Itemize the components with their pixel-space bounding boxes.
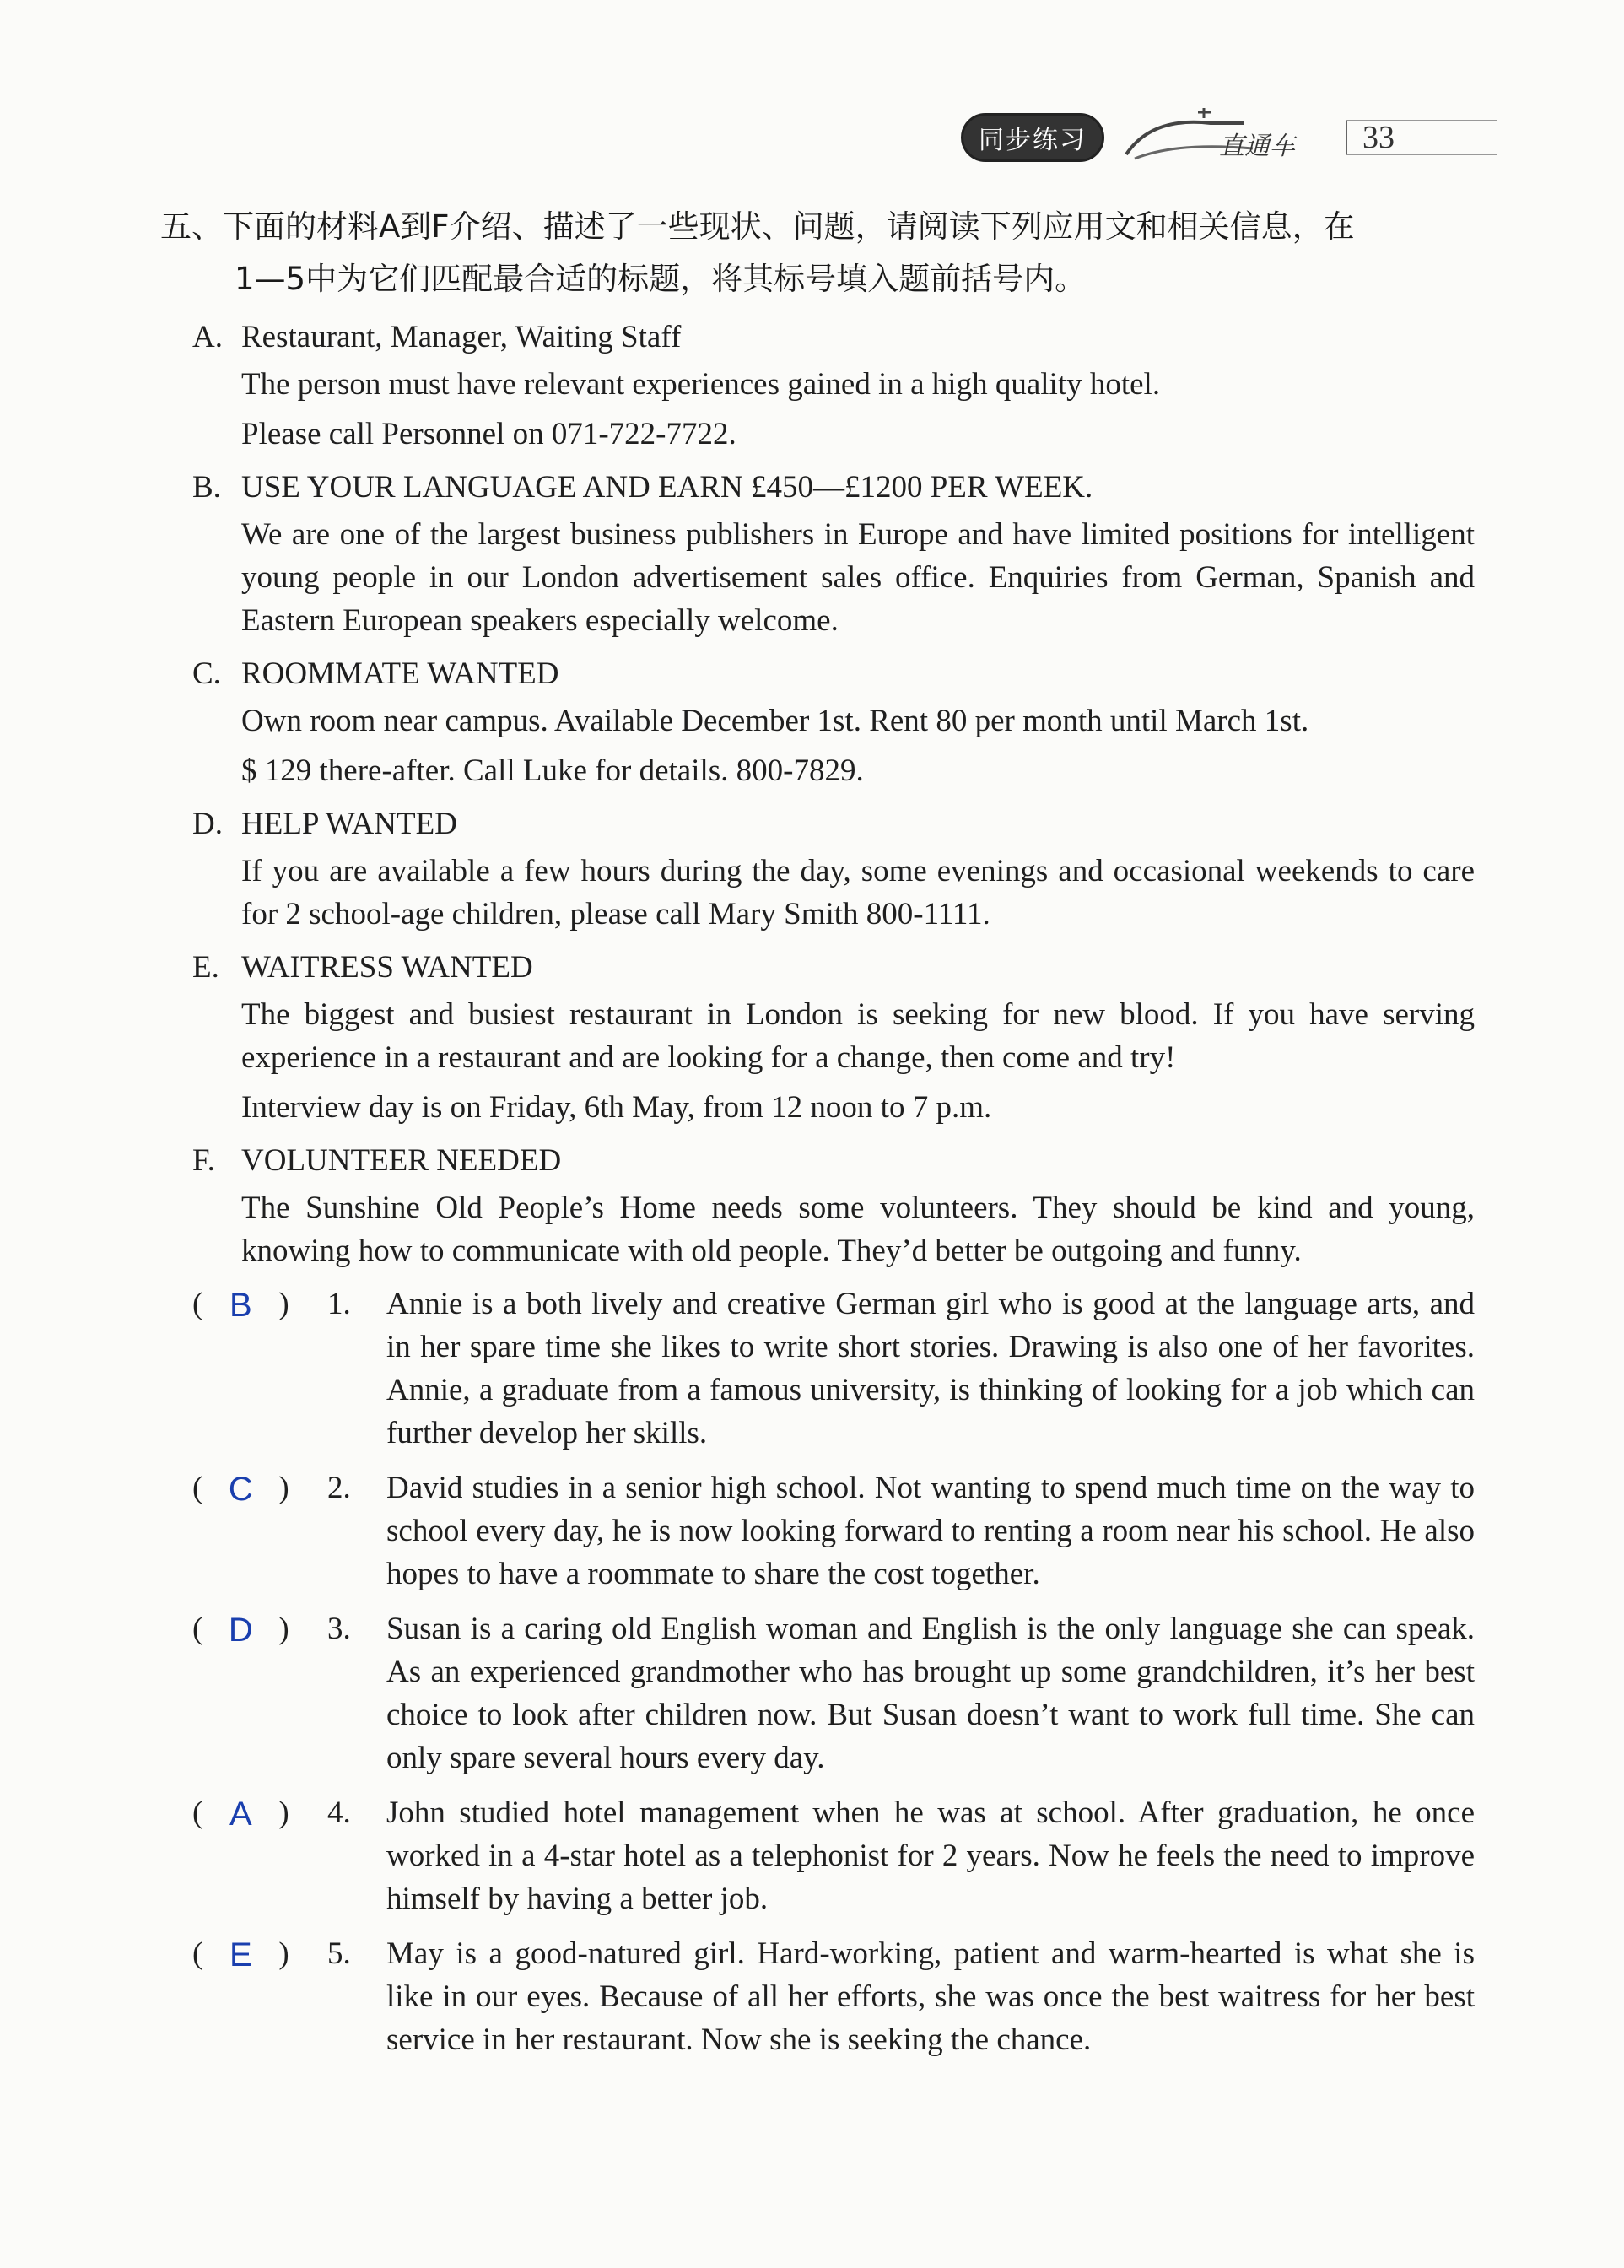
option-heading: VOLUNTEER NEEDED	[241, 1143, 562, 1178]
question-3: ( D ) 3. Susan is a caring old English woman and English is the only language she can speak. As an experienced grandmother who has brought up some grandchildren, it’s her best choice to look after children now. But Susan doesn’t want to work full time. She can only spare several hours every day.	[192, 1607, 1475, 1779]
option-letter: A.	[192, 320, 223, 354]
page-header	[961, 108, 1497, 167]
questions-list	[192, 1282, 1475, 2073]
logo-text: 直通车	[1219, 132, 1295, 161]
option-heading: HELP WANTED	[241, 807, 457, 841]
answer-mark: E	[229, 1936, 252, 1974]
option-letter: E.	[192, 950, 219, 985]
question-number: 5.	[327, 1936, 351, 1971]
option-paragraph: If you are available a few hours during the day, some evenings and occasional weekends to care for 2 school-age children, please call Mary Smith 800-1111.	[241, 854, 1475, 932]
option-heading: ROOMMATE WANTED	[241, 656, 559, 691]
option-b	[192, 462, 1475, 642]
option-letter: B.	[192, 470, 221, 505]
question-title	[160, 201, 1476, 305]
option-e	[192, 942, 1475, 1129]
question-number: 2.	[327, 1471, 351, 1505]
question-text: May is a good-natured girl. Hard-working, patient and warm-hearted is what she is like in our eyes. Because of all her efforts, she was once the best waitress for her best service in her restaurant. Now she is seeking the chance.	[386, 1936, 1475, 2057]
title-line-2: 1—5中为它们匹配最合适的标题，将其标号填入题前括号内。	[235, 261, 1087, 297]
option-d	[192, 799, 1475, 936]
question-text: John studied hotel management when he was at school. After graduation, he once worked in a 4-star hotel as a telephonist for 2 years. Now he feels the need to improve himself by having a better job.	[386, 1796, 1475, 1916]
option-f	[192, 1136, 1475, 1272]
option-heading: Restaurant, Manager, Waiting Staff	[241, 320, 682, 354]
question-number: 4.	[327, 1796, 351, 1830]
option-paragraph: The Sunshine Old People’s Home needs some volunteers. They should be kind and young, knowing how to communicate with old people. They’d better be outgoing and funny.	[241, 1191, 1475, 1268]
option-paragraph: We are one of the largest business publishers in Europe and have limited positions for intelligent young people in our London advertisement sales office. Enquiries from German, Spanish and Eastern European speakers especially welcome.	[241, 517, 1475, 638]
title-line-1: 五、下面的材料A到F介绍、描述了一些现状、问题，请阅读下列应用文和相关信息，在	[160, 208, 1355, 245]
question-text: Susan is a caring old English woman and English is the only language she can speak. As an experienced grandmother who has brought up some grandchildren, it’s her best choice to look after children now. But Susan doesn’t want to work full time. She can only spare several hours every day.	[386, 1612, 1475, 1775]
question-text: Annie is a both lively and creative German girl who is good at the language arts, and in her spare time she likes to write short stories. Drawing is also one of her favorites. Annie, a graduate from a famous university, is thinking of looking for a job which can further develop her skills.	[386, 1287, 1475, 1450]
question-2: ( C ) 2. David studies in a senior high school. Not wanting to spend much time on the way to school every day, he is now looking forward to renting a room near his school. He also hopes to have a roommate to share the cost together.	[192, 1466, 1475, 1596]
question-1: ( B ) 1. Annie is a both lively and creative German girl who is good at the language arts, and in her spare time she likes to write short stories. Drawing is also one of her favorites. Annie, a graduate from a famous university, is thinking of looking for a job which can further develop her skills.	[192, 1282, 1475, 1455]
option-paragraph: $ 129 there-after. Call Luke for details. 800-7829.	[241, 753, 864, 788]
option-letter: C.	[192, 656, 221, 691]
section-badge: 同步练习	[961, 113, 1104, 162]
option-paragraph: The biggest and busiest restaurant in London is seeking for new blood. If you have serving experience in a restaurant and are looking for a change, then come and try!	[241, 997, 1475, 1075]
option-letter: F.	[192, 1143, 215, 1178]
question-5: ( E ) 5. May is a good-natured girl. Hard-working, patient and warm-hearted is what she is like in our eyes. Because of all her efforts, she was once the best waitress for her best service in her restaurant. Now she is seeking the chance.	[192, 1932, 1475, 2061]
option-heading: WAITRESS WANTED	[241, 950, 533, 985]
question-number: 1.	[327, 1287, 351, 1321]
options-list	[192, 312, 1475, 1279]
answer-mark: B	[229, 1287, 252, 1324]
answer-mark: D	[228, 1612, 253, 1649]
option-paragraph: Interview day is on Friday, 6th May, from 12 noon to 7 p.m.	[241, 1090, 992, 1125]
page-number: 33	[1346, 120, 1497, 155]
answer-mark: A	[229, 1796, 252, 1833]
question-4: ( A ) 4. John studied hotel management when he was at school. After graduation, he once worked in a 4-star hotel as a telephonist for 2 years. Now he feels the need to improve himself by having a better job.	[192, 1791, 1475, 1920]
option-paragraph: Own room near campus. Available December 1st. Rent 80 per month until March 1st.	[241, 704, 1309, 738]
option-letter: D.	[192, 807, 223, 841]
option-c	[192, 649, 1475, 792]
option-a	[192, 312, 1475, 456]
question-number: 3.	[327, 1612, 351, 1646]
option-heading: USE YOUR LANGUAGE AND EARN £450—£1200 PER WEEK.	[241, 470, 1093, 505]
option-paragraph: The person must have relevant experiences gained in a high quality hotel.	[241, 367, 1161, 402]
brand-logo	[1118, 108, 1329, 167]
answer-mark: C	[228, 1471, 253, 1508]
option-paragraph: Please call Personnel on 071-722-7722.	[241, 417, 736, 451]
question-text: David studies in a senior high school. Not wanting to spend much time on the way to school every day, he is now looking forward to renting a room near his school. He also hopes to have a roommate to share the cost together.	[386, 1471, 1475, 1591]
